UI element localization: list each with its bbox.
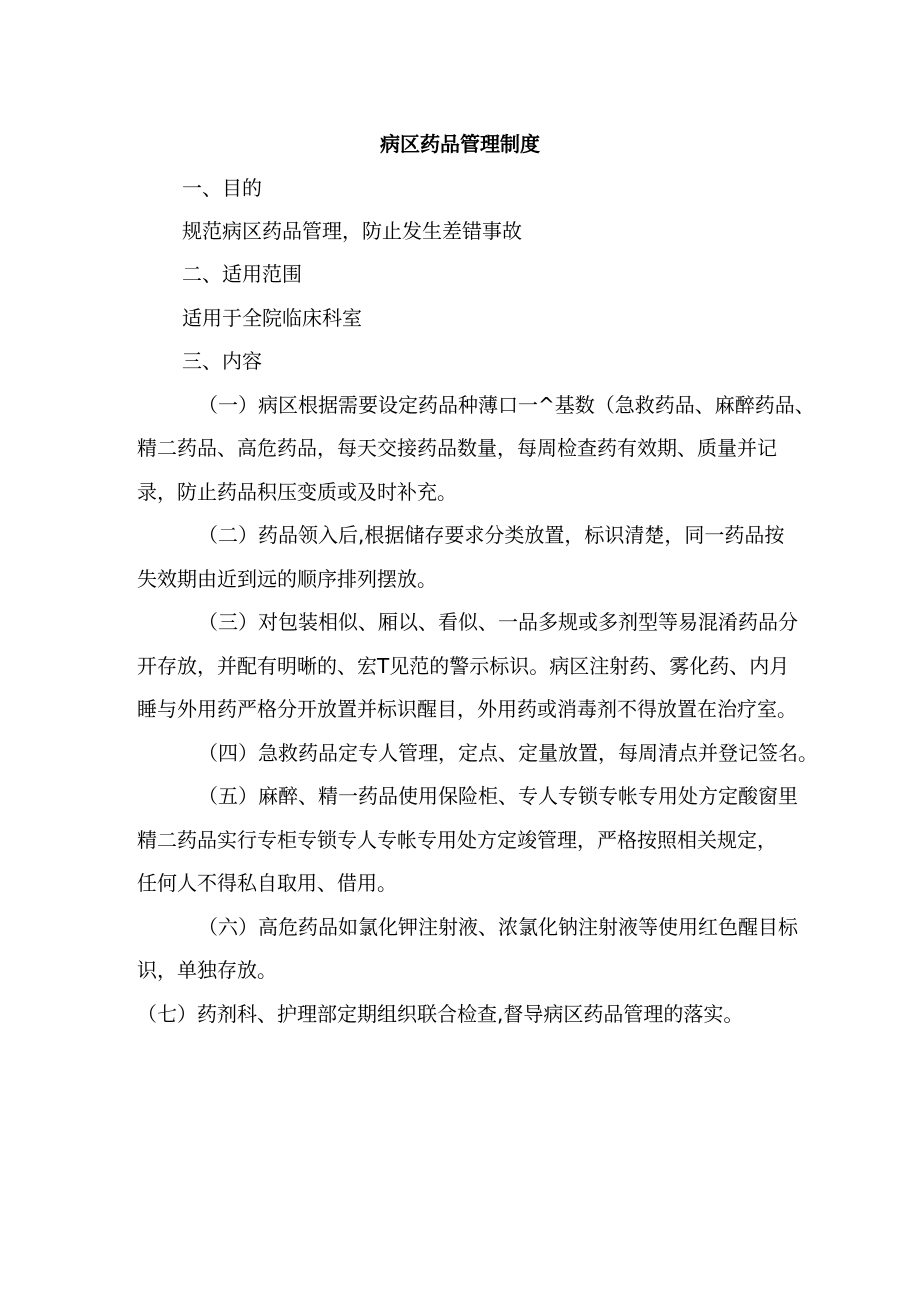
paragraph-line: （三）对包装相似、厢以、看似、一品多规或多剂型等易混淆药品分 xyxy=(198,610,798,634)
paragraph-line: （七）药剂科、护理部定期组织联合检查,督导病区药品管理的落实。 xyxy=(137,1002,744,1026)
paragraph-line: 任何人不得私自取用、借用。 xyxy=(137,871,397,895)
paragraph-line: 精二药品实行专柜专锁专人专帐专用处方定竣管理，严格按照相关规定， xyxy=(137,828,777,852)
purpose-text: 规范病区药品管理，防止发生差错事故 xyxy=(182,219,522,243)
paragraph-line: 开存放，并配有明晰的、宏T见范的警示标识。病区注射药、雾化药、内月 xyxy=(137,654,790,678)
paragraph-line: 精二药品、高危药品，每天交接药品数量，每周检查药有效期、质量并记 xyxy=(137,436,777,460)
scope-text: 适用于全院临床科室 xyxy=(182,306,362,330)
document-title: 病区药品管理制度 xyxy=(380,132,540,156)
paragraph-line: 失效期由近到远的顺序排列摆放。 xyxy=(137,567,437,591)
paragraph-line: 睡与外用药严格分开放置并标识醒目，外用药或消毒剂不得放置在治疗室。 xyxy=(137,697,797,721)
paragraph-line: （二）药品领入后,根据储存要求分类放置，标识清楚，同一药品按 xyxy=(198,523,785,547)
section-heading-content: 三、内容 xyxy=(182,349,262,373)
paragraph-line: （六）高危药品如氯化钾注射液、浓氯化钠注射液等使用红色醒目标 xyxy=(198,915,798,939)
section-heading-scope: 二、适用范围 xyxy=(182,262,302,286)
paragraph-line: （四）急救药品定专人管理，定点、定量放置，每周清点并登记签名。 xyxy=(198,741,818,765)
paragraph-line: 识，单独存放。 xyxy=(137,958,277,982)
section-heading-purpose: 一、目的 xyxy=(182,176,262,200)
paragraph-line: （五）麻醉、精一药品使用保险柜、专人专锁专帐专用处方定酸窗里 xyxy=(198,784,798,808)
paragraph-line: 录，防止药品积压变质或及时补充。 xyxy=(137,480,457,504)
paragraph-line: （一）病区根据需要设定药品种薄口一^基数（急救药品、麻醉药品、 xyxy=(198,393,815,417)
